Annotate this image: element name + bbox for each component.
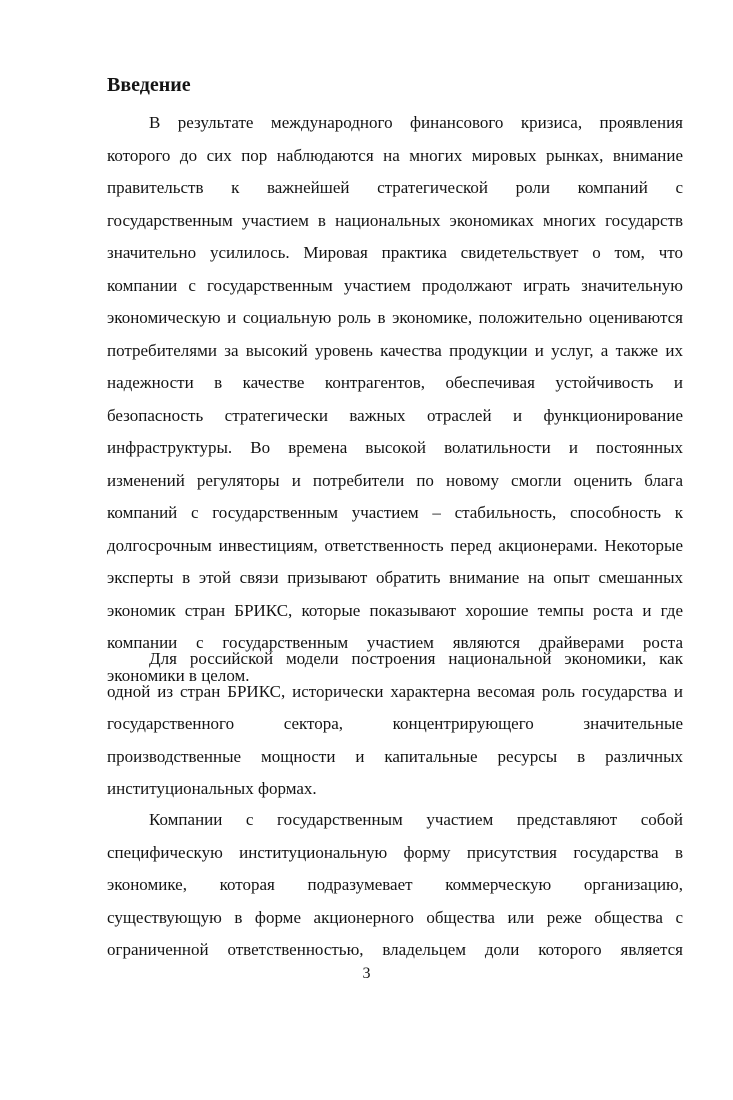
section-heading: Введение — [107, 74, 191, 96]
text-line: ограниченной ответственностью, владельцем доли которого является — [107, 940, 683, 959]
text-line: государственного сектора, концентрирующего значительные — [107, 714, 683, 733]
text-line: долгосрочным инвестициям, ответственность перед акционерами. Некоторые — [107, 535, 683, 555]
text-line: изменений регуляторы и потребители по новому смогли оценить блага — [107, 470, 683, 490]
text-line: правительств к важнейшей стратегической роли компаний с — [107, 178, 683, 197]
text-line: Компании с государственным участием представляют собой — [149, 810, 683, 829]
paragraph-3 — [107, 804, 683, 967]
text-line: производственные мощности и капитальные ресурсы в различных — [107, 746, 683, 766]
text-line: эксперты в этой связи призывают обратить внимание на опыт смешанных — [107, 568, 683, 587]
text-line: В результате международного финансового кризиса, проявления — [149, 113, 683, 132]
text-line: компании с государственным участием продолжают играть значительную — [107, 275, 683, 295]
text-line: значительно усилилось. Мировая практика свидетельствует о том, что — [107, 243, 683, 262]
text-line: специфическую институциональную форму присутствия государства в — [107, 842, 683, 862]
text-line: компании с государственным участием являются драйверами роста — [107, 633, 683, 652]
text-line: безопасность стратегически важных отраслей и функционирование — [107, 405, 683, 425]
text-line: Для российской модели построения национальной экономики, как — [149, 649, 683, 668]
text-line: компаний с государственным участием – стабильность, способность к — [107, 503, 683, 522]
text-line: одной из стран БРИКС, исторически характерна весомая роль государства и — [107, 681, 683, 701]
text-line: экономическую и социальную роль в экономике, положительно оцениваются — [107, 308, 683, 327]
text-line: экономик стран БРИКС, которые показывают хорошие темпы роста и где — [107, 600, 683, 620]
text-line: экономике, которая подразумевает коммерческую организацию, — [107, 875, 683, 894]
text-line: институциональных формах. — [107, 779, 317, 798]
text-line: инфраструктуры. Во времена высокой волатильности и постоянных — [107, 438, 683, 457]
text-line: экономики в целом. — [107, 665, 250, 685]
text-line: надежности в качестве контрагентов, обеспечивая устойчивость и — [107, 373, 683, 392]
text-line: государственным участием в национальных экономиках многих государств — [107, 210, 683, 230]
text-line: которого до сих пор наблюдаются на многих мировых рынках, внимание — [107, 145, 683, 165]
paragraph-1 — [107, 107, 683, 692]
text-line: существующую в форме акционерного общества или реже общества с — [107, 907, 683, 927]
page-number: 3 — [362, 965, 371, 982]
text-line: потребителями за высокий уровень качества продукции и услуг, а также их — [107, 340, 683, 360]
paragraph-2 — [107, 643, 683, 806]
